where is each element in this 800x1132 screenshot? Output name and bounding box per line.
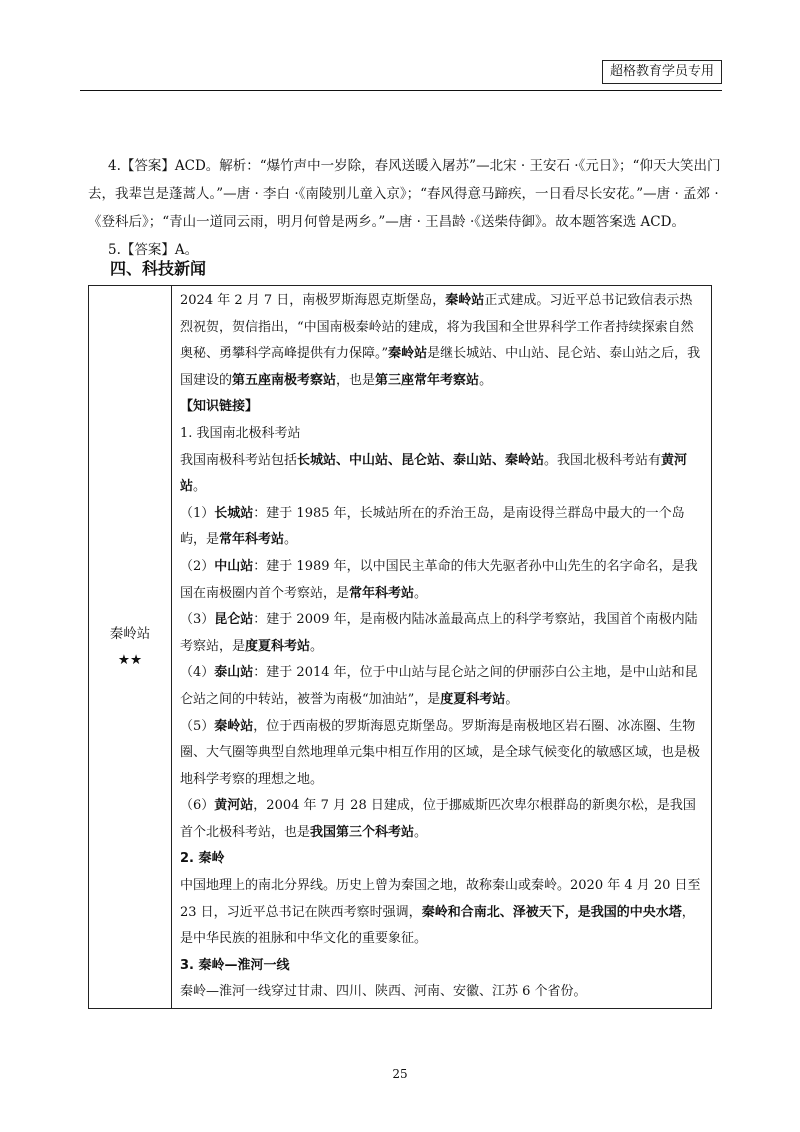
text-run: （4） <box>180 665 215 681</box>
bold-run: 泰山站 <box>214 665 254 681</box>
answer-4: 4.【答案】ACD。解析：“爆竹声中一岁除，春风送暖入屠苏”—北宋 · 王安石 ·《元日》；“仰天大笑出门去，我辈岂是蓬蒿人。”—唐 · 李白 ·《南陵别儿童入京》；“春风得意马蹄疾，一日看尽长安花。”—唐 · 孟郊 ·《登科后》；“青山一道同云雨，明月何曾是两乡。”—唐 · 王昌龄 ·《送柴侍御》。故本题答案选 ACD。 <box>88 158 721 230</box>
text-run: 正式建成。习近平总书记致信表示热烈祝贺，贺信指出，“中国南极秦岭站的建成，将为我国和全世界科学工作者持续探索自然奥秘、勇攀科学高峰提供有力保障。” <box>180 293 694 362</box>
content-cell <box>172 286 712 1009</box>
station-item <box>180 793 705 846</box>
text-run: ：建于 1985 年，长城站所在的乔治王岛，是南设得兰群岛中最大的一个岛屿，是 <box>180 505 685 548</box>
text-run: 。 <box>193 479 207 495</box>
watermark-stamp: 超格教育学员专用 <box>602 60 722 84</box>
station-item <box>180 714 705 794</box>
text-run: 2024 年 2 月 7 日，南极罗斯海恩克斯堡岛， <box>180 293 446 308</box>
bold-run: 常年科考站 <box>219 532 285 548</box>
text-run: ：建于 1989 年，以中国民主革命的伟大先驱者孙中山先生的名字命名，是我国在南极圈内首个考察站，是 <box>180 558 698 601</box>
station-item <box>180 501 705 554</box>
section-title: 四、科技新闻 <box>110 259 207 278</box>
bold-run: 秦岭和合南北、泽被天下，是我国的中央水塔 <box>421 904 682 920</box>
text-run: ：建于 2014 年，位于中山站与昆仑站之间的伊丽莎白公主地，是中山站和昆仑站之间的中转站，被誉为南极“加油站”，是 <box>180 665 698 707</box>
subsection-2-title: 2. 秦岭 <box>180 851 225 867</box>
bold-run: 长城站 <box>214 505 254 521</box>
bold-run: 昆仑站 <box>214 612 254 628</box>
text-run: 。 <box>414 585 428 601</box>
text-run: （3） <box>180 612 215 628</box>
text-run: 。 <box>284 532 298 548</box>
text-run: ，也是 <box>336 372 376 388</box>
bold-run: 度夏科考站 <box>440 691 506 707</box>
text-run: （5） <box>180 718 215 734</box>
news-intro <box>180 288 705 394</box>
text-run: （1） <box>180 505 215 521</box>
answer-5: 5.【答案】A。 <box>108 242 199 258</box>
topic-cell <box>89 286 172 1009</box>
text-run: ，是中华民族的祖脉和中华文化的重要象征。 <box>180 904 695 947</box>
importance-stars: ★★ <box>117 652 143 669</box>
bold-run: 秦岭站 <box>445 293 485 308</box>
text-run: 中国地理上的南北分界线。历史上曾为秦国之地，故称秦山或秦岭。2020 年 4 月 20 日至 23 日，习近平总书记在陕西考察时强调， <box>180 878 701 920</box>
bold-run: 常年科考站 <box>349 585 415 601</box>
text-run: 是继长城站、中山站、昆仑站、泰山站之后，我国建设的 <box>180 346 701 388</box>
text-run: 。 <box>505 691 519 707</box>
text-run: ，2004 年 7 月 28 日建成，位于挪威斯匹次卑尔根群岛的新奥尔松，是我国首个北极科考站，也是 <box>180 798 696 840</box>
bold-run: 我国第三个科考站 <box>310 824 415 840</box>
text-run: （2） <box>180 558 215 574</box>
bold-run: 第五座南极考察站 <box>232 372 337 388</box>
subsection-1-title: 1. 我国南北极科考站 <box>180 425 301 441</box>
bold-run: 长城站、中山站、昆仑站、泰山站、秦岭站 <box>297 452 545 468</box>
bold-run: 第三座常年考察站 <box>375 372 480 388</box>
subsection-3-text: 秦岭—淮河一线穿过甘肃、四川、陕西、河南、安徽、江苏 6 个省份。 <box>180 984 587 1000</box>
subsection-1-text <box>180 448 705 501</box>
text-run: 我国南极科考站包括 <box>180 452 298 468</box>
header-rule <box>80 90 722 91</box>
bold-run: 中山站 <box>214 558 254 574</box>
text-run: 。我国北极科考站有 <box>544 452 662 468</box>
subsection-3-title: 3. 秦岭—淮河一线 <box>180 957 290 973</box>
page-number: 25 <box>392 1067 408 1081</box>
text-run: 。 <box>414 824 428 840</box>
text-run: 。 <box>310 638 324 654</box>
bold-run: 黄河站 <box>180 452 688 495</box>
bold-run: 黄河站 <box>214 798 254 814</box>
knowledge-link-title: 【知识链接】 <box>180 399 259 415</box>
text-run: ，位于西南极的罗斯海恩克斯堡岛。罗斯海是南极地区岩石圈、冰冻圈、生物圈、大气圈等典型自然地理单元集中相互作用的区域，是全球气候变化的敏感区域，也是极地科学考察的理想之地。 <box>180 718 701 787</box>
text-run: （6） <box>180 798 215 814</box>
station-item <box>180 607 705 660</box>
bold-run: 秦岭站 <box>388 346 428 362</box>
bold-run: 秦岭站 <box>214 718 254 734</box>
text-run: ：建于 2009 年，是南极内陆冰盖最高点上的科学考察站，我国首个南极内陆考察站，是 <box>180 612 698 654</box>
subsection-2-text <box>180 873 705 953</box>
answer-block <box>88 152 728 264</box>
news-table <box>88 285 712 1009</box>
bold-run: 度夏科考站 <box>245 638 311 654</box>
text-run: 。 <box>479 372 493 388</box>
station-list <box>180 501 705 847</box>
topic-label: 秦岭站 <box>109 626 151 643</box>
station-item <box>180 660 705 713</box>
station-item <box>180 554 705 607</box>
